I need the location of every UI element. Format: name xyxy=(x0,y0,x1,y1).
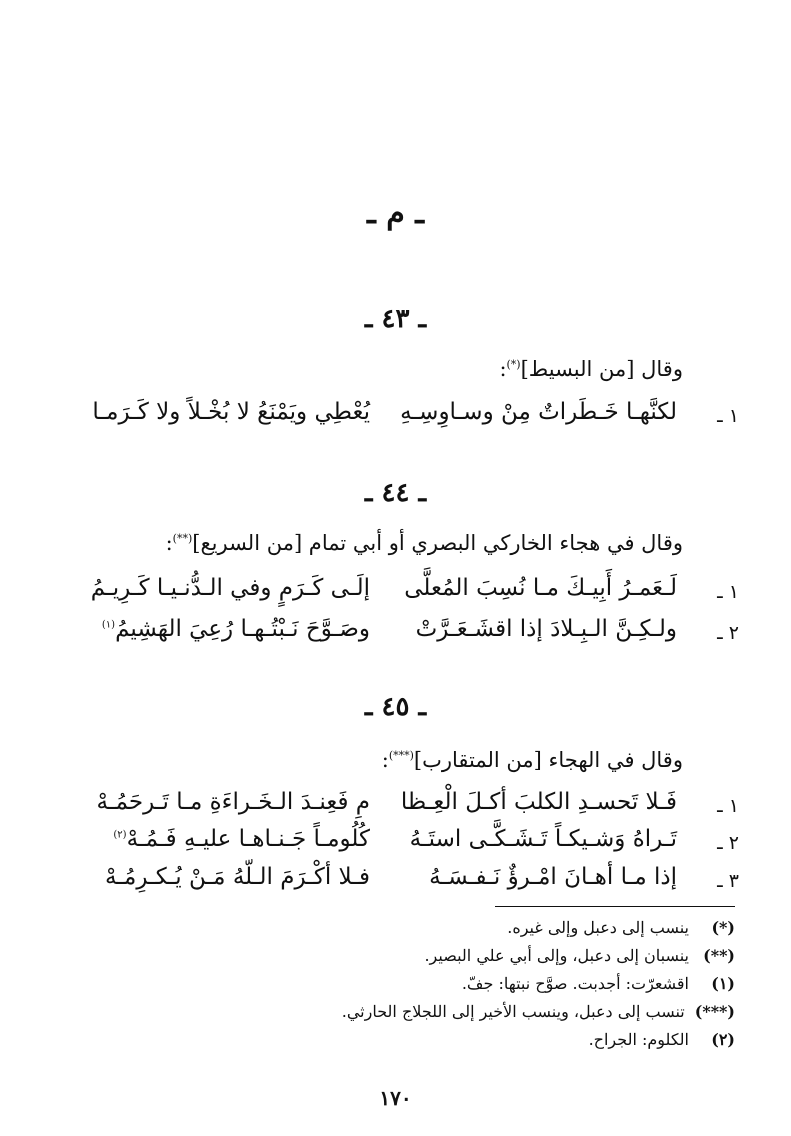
footnote xyxy=(342,1002,735,1021)
verse-line xyxy=(40,399,739,439)
verse-first-hemistich: إذا مـا أهـانَ امْـرؤٌ نَـفـسَـهُ xyxy=(429,864,677,890)
footnote-ref: (***) xyxy=(388,749,414,762)
verse-first-hemistich: تَـراهُ وَشـيكـاً تَـشَـكَّـى استَـهُ xyxy=(409,826,677,852)
verse-line xyxy=(40,789,739,829)
footnote-text: تنسب إلى دعبل، وينسب الأخير إلى اللجلاج الحارثي. xyxy=(341,1002,685,1021)
verse-second-hemistich xyxy=(40,399,370,425)
verse-number: ١ ـ xyxy=(717,581,739,603)
footnote-mark: (*) xyxy=(711,918,735,937)
poem-intro-text: وقال [من البسيط] xyxy=(520,357,683,381)
footnote xyxy=(507,918,735,937)
footnote-ref: (٢) xyxy=(113,829,127,841)
verse-line xyxy=(40,575,739,615)
footnote-ref: (**) xyxy=(172,532,193,545)
footnote-ref: (*) xyxy=(506,358,521,371)
verse-text: وصَـوَّحَ نَـبْتُـهـا رُعِيَ الهَشِيمُ xyxy=(115,616,370,642)
poem-intro-end: : xyxy=(165,531,173,555)
footnote xyxy=(462,974,735,993)
verse-text: كُلُومـاً جَـنـاهـا عليـهِ فَـمُـهْ xyxy=(126,826,370,852)
verse-number: ٢ ـ xyxy=(717,832,739,854)
verse-second-hemistich xyxy=(40,864,370,890)
verse-line xyxy=(40,826,739,866)
verse-second-hemistich xyxy=(40,826,370,852)
footnote-ref: (١) xyxy=(101,619,116,631)
footnote-mark: (**) xyxy=(703,946,735,965)
footnote-separator xyxy=(495,906,735,907)
verse-text: إلَـى كَـرَمٍ وفي الـدُّنـيـا كَـرِيـمُ xyxy=(90,575,370,601)
verse-first-hemistich: لكنَّهـا خَـطَراتٌ مِنْ وسـاوِسِـهِ xyxy=(400,399,677,425)
poem-intro-text: وقال في الهجاء [من المتقارب] xyxy=(413,748,683,772)
verse-first-hemistich: فَـلا تَحسـدِ الكلبَ أكـلَ الْعِـظا xyxy=(400,789,677,815)
footnote-mark: (١) xyxy=(711,974,735,993)
footnote xyxy=(424,946,735,965)
poem-intro-end: : xyxy=(381,748,389,772)
verse-number: ٣ ـ xyxy=(717,870,739,892)
page-number: ١٧٠ xyxy=(379,1086,412,1110)
poem-number: ـ ٤٤ ـ xyxy=(364,478,427,508)
verse-text: يُعْطِي ويَمْنَعُ لا بُخْـلاً ولا كَـرَمـا xyxy=(92,399,370,425)
verse-second-hemistich xyxy=(40,575,370,601)
verse-text: مِ فَعِنـدَ الـخَـراءَةِ مـا تَـرحَمُـهْ xyxy=(96,789,370,815)
poem-number: ـ ٤٥ ـ xyxy=(364,692,427,722)
footnote-text: اقشعرّت: أجدبت. صوَّح نبتها: جفّ. xyxy=(461,974,689,993)
verse-number: ١ ـ xyxy=(717,795,739,817)
verse-number: ٢ ـ xyxy=(717,622,739,644)
footnote-mark: (٢) xyxy=(711,1030,735,1049)
verse-number: ١ ـ xyxy=(717,405,739,427)
footnote xyxy=(589,1030,735,1049)
letter-heading: ـ م ـ xyxy=(366,196,425,231)
poem-intro-end: : xyxy=(499,357,507,381)
footnote-text: ينسب إلى دعبل وإلى غيره. xyxy=(507,918,689,937)
verse-line xyxy=(40,616,739,656)
poem-intro xyxy=(382,748,683,772)
footnote-mark: (***) xyxy=(694,1002,735,1021)
verse-second-hemistich xyxy=(40,789,370,815)
verse-first-hemistich: لَـعَمـرُ أَبِيـكَ مـا نُسِبَ المُعلَّى xyxy=(404,575,677,601)
footnote-text: الكلوم: الجراح. xyxy=(588,1030,689,1049)
footnote-text: ينسبان إلى دعبل، وإلى أبي علي البصير. xyxy=(424,946,689,965)
verse-first-hemistich: ولـكِـنَّ الـبِـلادَ إذا اقشَـعَـرَّتْ xyxy=(415,616,677,642)
verse-text: فـلا أكْـرَمَ الـلّهُ مَـنْ يُـكـرِمُـهْ xyxy=(104,864,370,890)
verse-line xyxy=(40,864,739,904)
poem-intro xyxy=(166,531,683,555)
verse-second-hemistich xyxy=(40,616,370,642)
poem-intro-text: وقال في هجاء الخاركي البصري أو أبي تمام [من السريع] xyxy=(192,531,683,555)
poem-intro xyxy=(499,357,683,381)
poem-number: ـ ٤٣ ـ xyxy=(364,304,427,334)
